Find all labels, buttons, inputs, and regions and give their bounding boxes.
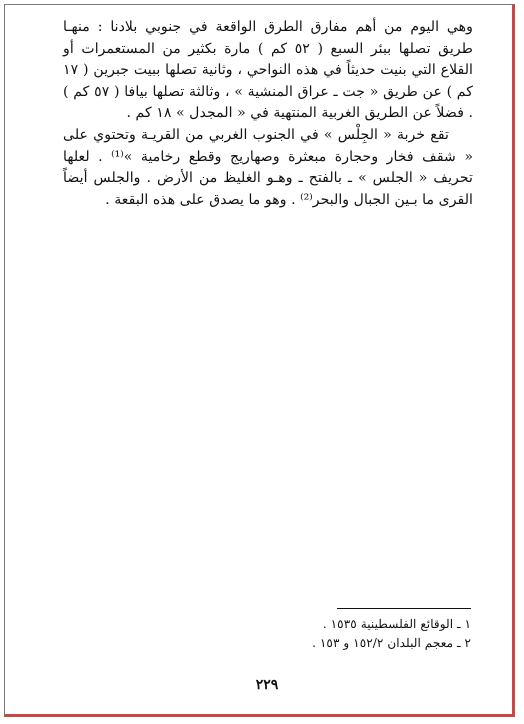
footnote-2: ٢ ـ معجم البلدان ١٥٢/٢ و ١٥٣ . xyxy=(312,636,471,650)
page-number: ٢٢٩ xyxy=(255,677,279,693)
paragraph-2: تقع خربة « الجِلْس » في الجنوب الغربي من القريـة وتحتوي على « شقف فخار وحجارة مبعثرة وصهاريج وقطع رخامية »⁽¹⁾ . لعلها تحريف « الجلس » ـ بالفتح ـ وهـو الغليظ من الأرض . والجلس أيضاً القرى ما بـين الجبال والبحر⁽²⁾ . وهو ما يصدق على هذه البقعة . xyxy=(63,126,473,208)
main-text xyxy=(63,17,473,211)
page-frame xyxy=(4,4,515,717)
footnote-1: ١ ـ الوقائع الفلسطينية ١٥٣٥ . xyxy=(322,617,471,631)
footnotes xyxy=(255,615,471,653)
paragraph-1: وهي اليوم من أهم مفارق الطرق الواقعة في جنوبي بلادنا : منهـا طريق تصلها ببئر السبع ( ٥٢ كم ) مارة بكثير من المستعمرات أو القلاع التي بنيت حديثاً في هذه النواحي ، وثانية تصلها ببيت جبرين ( ١٧ كم ) عن طريق « جت ـ عراق المنشية » ، وثالثة تصلها بيافا ( ٥٧ كم ) . فضلاً عن الطريق الغربية المنتهية في « المجدل » ١٨ كم . xyxy=(63,19,473,122)
footnote-divider xyxy=(337,608,471,609)
